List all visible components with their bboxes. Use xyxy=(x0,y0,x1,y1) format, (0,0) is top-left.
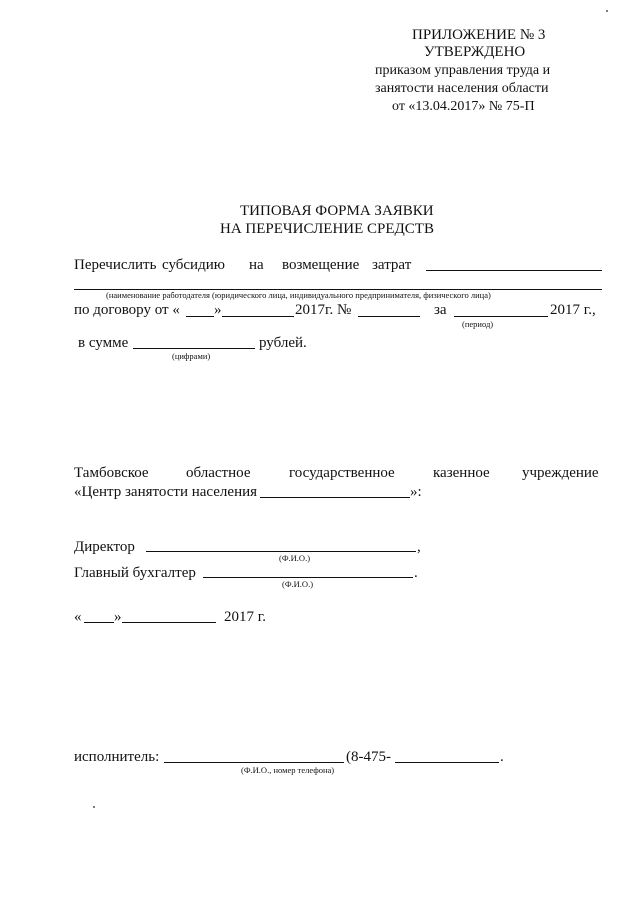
date-day-blank[interactable] xyxy=(84,622,114,623)
appendix-number: ПРИЛОЖЕНИЕ № 3 xyxy=(412,27,546,43)
date-year: 2017 г. xyxy=(224,609,266,625)
period-for: за xyxy=(434,302,447,318)
approved-label: УТВЕРЖДЕНО xyxy=(424,44,526,60)
date-open-quote: « xyxy=(74,609,82,625)
director-fio-caption: (Ф.И.О.) xyxy=(279,553,311,563)
expense-blank[interactable] xyxy=(426,270,602,271)
period-caption: (период) xyxy=(462,319,494,329)
employment-center-blank[interactable] xyxy=(260,497,410,498)
executor-phone-prefix: (8-475- xyxy=(346,749,391,765)
director-signature-blank[interactable] xyxy=(146,551,416,552)
order-line-3: от «13.04.2017» № 75-П xyxy=(392,99,535,114)
director-label: Директор xyxy=(74,539,135,555)
accountant-end: . xyxy=(414,565,418,581)
institution-word-3: государственное xyxy=(289,465,395,481)
order-line-2: занятости населения области xyxy=(375,81,549,96)
form-title-line-1: ТИПОВАЯ ФОРМА ЗАЯВКИ xyxy=(240,203,434,219)
accountant-fio-caption: (Ф.И.О.) xyxy=(282,579,314,589)
sum-suffix: рублей. xyxy=(259,335,307,351)
employer-caption: (наименование работодателя (юридического лица, индивидуального предпринимателя, физического лица) xyxy=(106,290,491,300)
contract-quote-close: » xyxy=(214,302,222,318)
order-line-1: приказом управления труда и xyxy=(375,63,551,78)
institution-word-5: учреждение xyxy=(522,465,599,481)
date-month-blank[interactable] xyxy=(122,622,216,623)
contract-day-blank[interactable] xyxy=(186,316,214,317)
scan-speck xyxy=(606,10,608,12)
institution-word-4: казенное xyxy=(433,465,490,481)
transfer-word-3: на xyxy=(249,257,264,273)
period-blank[interactable] xyxy=(454,316,548,317)
executor-end: . xyxy=(500,749,504,765)
sum-prefix: в сумме xyxy=(78,335,129,351)
executor-name-blank[interactable] xyxy=(164,762,344,763)
transfer-word-4: возмещение xyxy=(282,257,360,273)
date-close-quote: » xyxy=(114,609,122,625)
form-title-line-2: НА ПЕРЕЧИСЛЕНИЕ СРЕДСТВ xyxy=(220,221,434,237)
executor-phone-blank[interactable] xyxy=(395,762,499,763)
accountant-signature-blank[interactable] xyxy=(203,577,413,578)
accountant-label: Главный бухгалтер xyxy=(74,565,196,581)
contract-number-blank[interactable] xyxy=(358,316,420,317)
institution-line-2-end: »: xyxy=(410,484,422,500)
scan-speck xyxy=(93,806,95,808)
contract-prefix: по договору от « xyxy=(74,302,180,318)
institution-line-2: «Центр занятости населения xyxy=(74,484,258,500)
contract-year: 2017г. № xyxy=(295,302,352,318)
sum-blank[interactable] xyxy=(133,348,255,349)
executor-label: исполнитель: xyxy=(74,749,160,765)
director-end: , xyxy=(417,539,421,555)
transfer-word-2: субсидию xyxy=(162,257,225,273)
period-year: 2017 г., xyxy=(550,302,596,318)
contract-month-blank[interactable] xyxy=(222,316,294,317)
institution-word-1: Тамбовское xyxy=(74,465,149,481)
institution-word-2: областное xyxy=(186,465,251,481)
transfer-word-5: затрат xyxy=(372,257,412,273)
sum-caption: (цифрами) xyxy=(172,351,211,361)
executor-caption: (Ф.И.О., номер телефона) xyxy=(241,765,335,775)
transfer-word-1: Перечислить xyxy=(74,257,157,273)
